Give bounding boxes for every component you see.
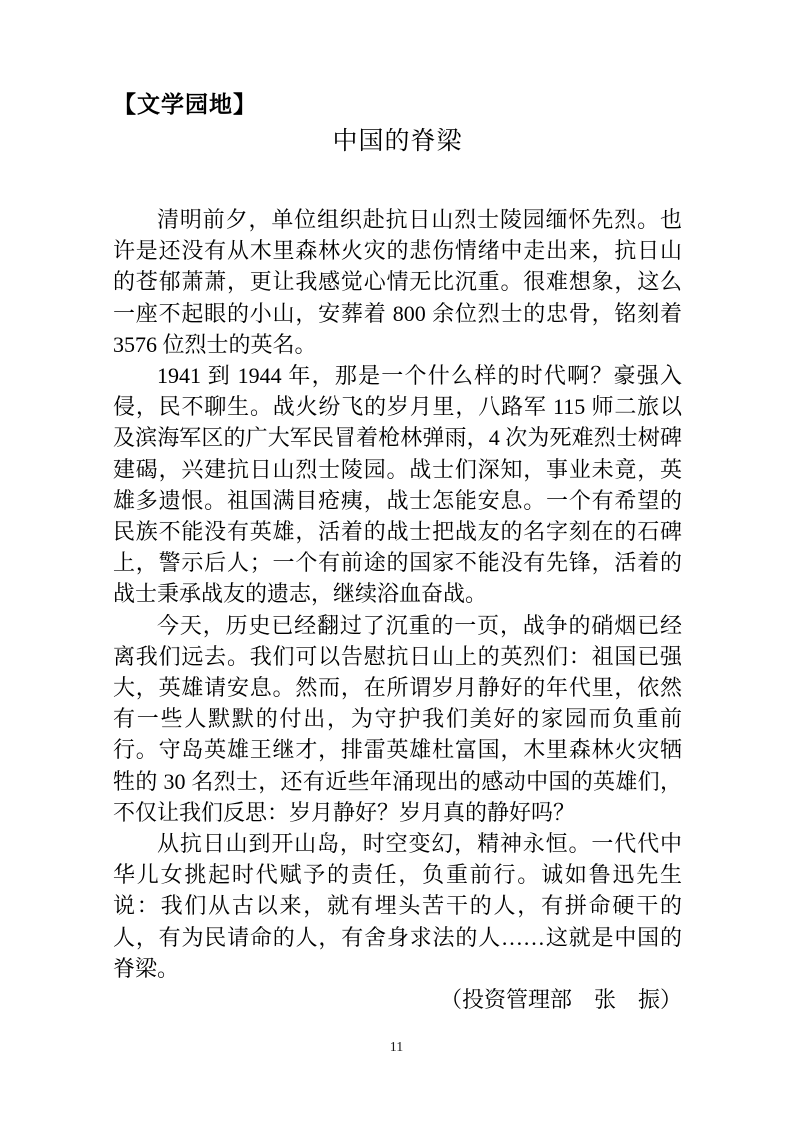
page-title: 中国的脊梁	[332, 127, 463, 155]
section-label: 【文学园地】	[113, 92, 257, 117]
article-body	[113, 204, 682, 1015]
article-paragraph: 今天，历史已经翻过了沉重的一页，战争的硝烟已经离我们远去。我们可以告慰抗日山上的英烈们：祖国已强大，英雄请安息。然而，在所谓岁月静好的年代里，依然有一些人默默的付出，为守护我们美好的家园而负重前行。守岛英雄王继才，排雷英雄杜富国，木里森林火灾牺牲的 30 名烈士，还有近些年涌现出的感动中国的英雄们，不仅让我们反思：岁月静好？岁月真的静好吗？	[113, 612, 682, 825]
author-signature: （投资管理部 张 振）	[439, 987, 682, 1013]
article-paragraph: 清明前夕，单位组织赴抗日山烈士陵园缅怀先烈。也许是还没有从木里森林火灾的悲伤情绪中走出来，抗日山的苍郁萧萧，更让我感觉心情无比沉重。很难想象，这么一座不起眼的小山，安葬着 800 余位烈士的忠骨，铭刻着 3576 位烈士的英名。	[113, 207, 682, 357]
article-paragraph: 从抗日山到开山岛，时空变幻，精神永恒。一代代中华儿女挑起时代赋予的责任，负重前行。诚如鲁迅先生说：我们从古以来，就有埋头苦干的人，有拼命硬干的人，有为民请命的人，有舍身求法的人……这就是中国的脊梁。	[113, 831, 682, 981]
page-content	[113, 90, 682, 1015]
article-paragraph: 1941 到 1944 年，那是一个什么样的时代啊？豪强入侵，民不聊生。战火纷飞的岁月里，八路军 115 师二旅以及滨海军区的广大军民冒着枪林弹雨，4 次为死难烈士树碑建碣，兴建抗日山烈士陵园。战士们深知，事业未竟，英雄多遗恨。祖国满目疮痍，战士怎能安息。一个有希望的民族不能没有英雄，活着的战士把战友的名字刻在的石碑上，警示后人；一个有前途的国家不能没有先锋，活着的战士秉承战友的遗志，继续浴血奋战。	[113, 363, 682, 607]
page-number: 11	[389, 1040, 404, 1055]
